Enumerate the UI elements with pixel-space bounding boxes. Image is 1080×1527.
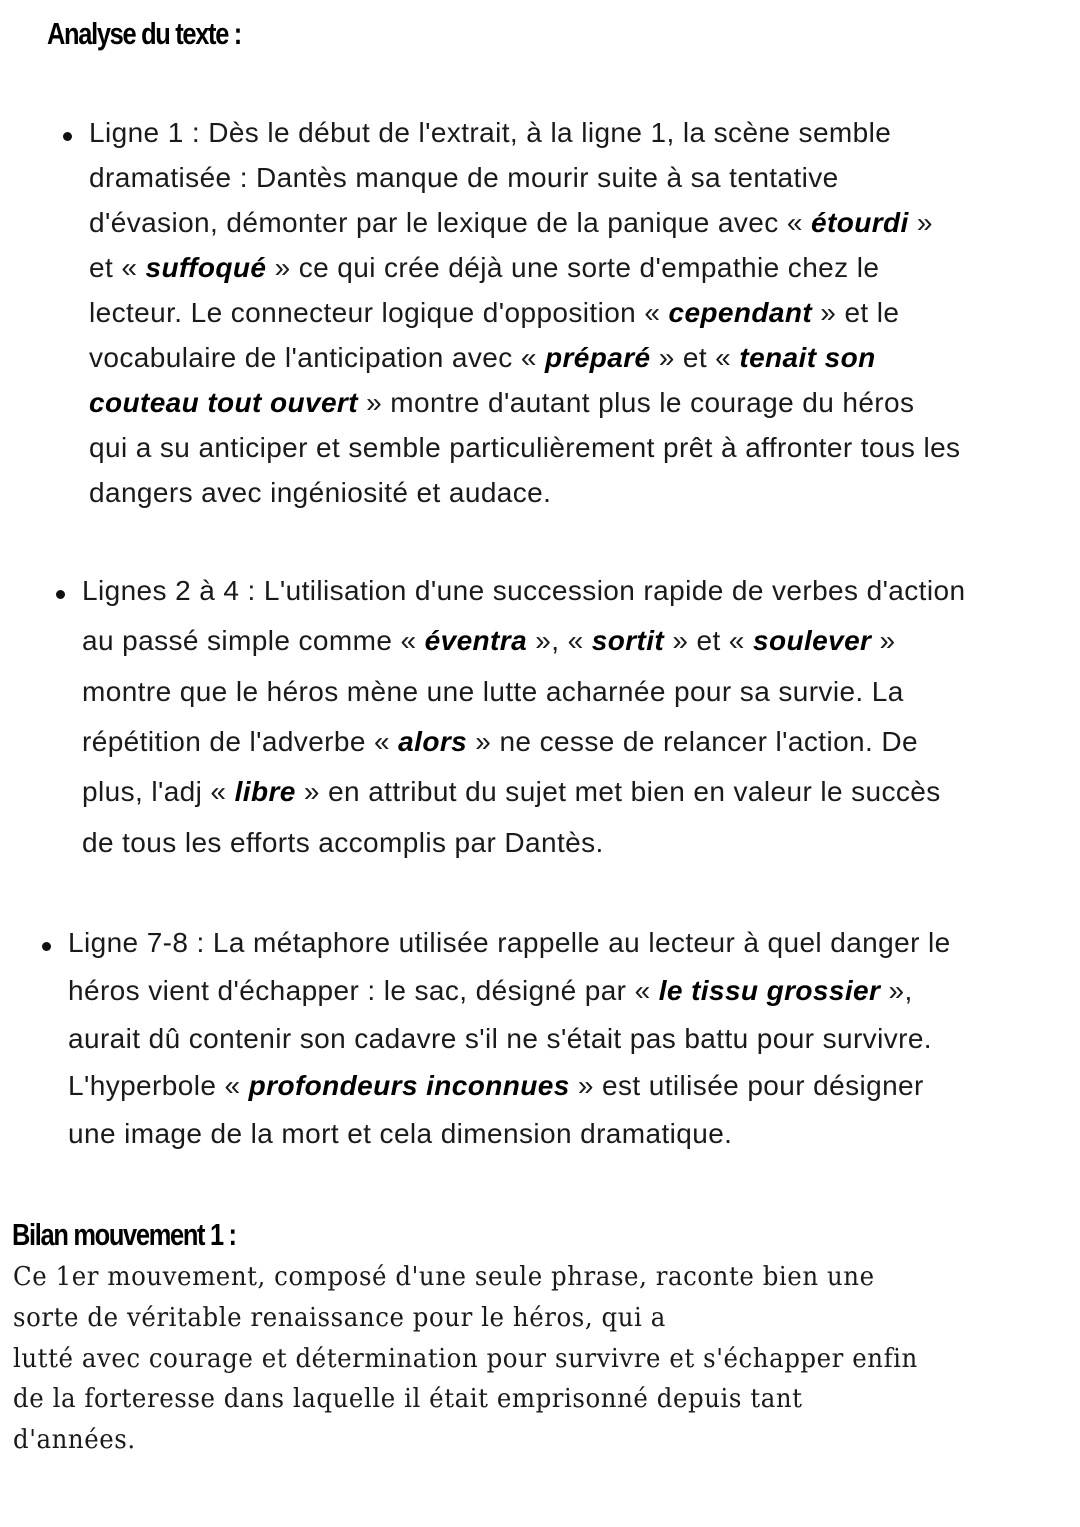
- text-segment: aurait dû contenir son cadavre s'il ne s'était pas battu pour survivre.: [68, 1022, 932, 1054]
- bullet-line: [82, 676, 904, 708]
- text-segment: héros vient d'échapper : le sac, désigné par «: [68, 974, 659, 1006]
- text-segment: une image de la mort et cela dimension dramatique.: [68, 1118, 733, 1150]
- summary-line: d'années.: [13, 1425, 136, 1455]
- bullet-line: [68, 975, 913, 1007]
- summary-heading: Bilan mouvement 1 :: [12, 1217, 236, 1252]
- text-segment: » et le: [812, 297, 900, 328]
- text-segment: » et «: [650, 342, 740, 373]
- text-segment: » ne cesse de relancer l'action. De: [467, 725, 918, 757]
- text-segment: » et «: [664, 625, 753, 657]
- bullet-item-ligne-1: [89, 117, 1079, 517]
- text-segment: et «: [89, 252, 146, 283]
- text-segment: dramatisée : Dantès manque de mourir suite à sa tentative: [89, 162, 839, 193]
- text-segment: au passé simple comme «: [82, 625, 425, 657]
- text-segment: »: [871, 625, 896, 657]
- quoted-term: étourdi: [811, 207, 909, 238]
- summary-line: lutté avec courage et détermination pour survivre et s'échapper enfin: [13, 1344, 918, 1374]
- summary-line: de la forteresse dans laquelle il était emprisonné depuis tant: [13, 1384, 803, 1414]
- bullet-line: [82, 726, 918, 758]
- bullet-dot-icon: [42, 942, 51, 951]
- text-segment: qui a su anticiper et semble particulièrement prêt à affronter tous les: [89, 432, 961, 463]
- summary-line: Ce 1er mouvement, composé d'une seule phrase, raconte bien une: [13, 1262, 875, 1292]
- quoted-term: suffoqué: [145, 252, 267, 283]
- text-segment: Ligne 1 : Dès le début de l'extrait, à la ligne 1, la scène semble: [89, 117, 892, 148]
- quoted-term: alors: [398, 725, 468, 757]
- quoted-term: éventra: [424, 625, 528, 657]
- text-segment: L'hyperbole «: [68, 1070, 249, 1102]
- bullet-line: [68, 1070, 924, 1102]
- bullet-line: [89, 207, 933, 239]
- bullet-item-ligne-7-8: [68, 927, 1080, 1167]
- bullet-line: [89, 432, 960, 464]
- bullet-line: [89, 252, 879, 284]
- bullet-line: [68, 927, 951, 959]
- text-segment: », «: [527, 625, 592, 657]
- quoted-term: profondeurs inconnues: [248, 1070, 570, 1102]
- text-segment: dangers avec ingéniosité et audace.: [89, 477, 552, 508]
- bullet-line: [82, 575, 965, 607]
- text-segment: » est utilisée pour désigner: [569, 1070, 924, 1102]
- text-segment: vocabulaire de l'anticipation avec «: [89, 342, 545, 373]
- text-segment: » ce qui crée déjà une sorte d'empathie chez le: [266, 252, 880, 283]
- text-segment: répétition de l'adverbe «: [82, 725, 399, 757]
- bullet-line: [82, 776, 941, 808]
- quoted-term: tenait son: [739, 342, 876, 373]
- quoted-term: préparé: [544, 342, 651, 373]
- bullet-line: [82, 625, 896, 657]
- quoted-term: le tissu grossier: [658, 974, 881, 1006]
- text-segment: plus, l'adj «: [82, 776, 235, 808]
- bullet-line: [68, 1118, 732, 1150]
- bullet-line: [89, 297, 899, 329]
- quoted-term: sortit: [591, 625, 665, 657]
- quoted-term: cependant: [668, 297, 813, 328]
- analysis-heading: Analyse du texte :: [47, 16, 241, 51]
- quoted-term: soulever: [752, 625, 872, 657]
- text-segment: montre que le héros mène une lutte acharnée pour sa survie. La: [82, 675, 904, 707]
- text-segment: Lignes 2 à 4 : L'utilisation d'une succession rapide de verbes d'action: [82, 575, 966, 606]
- bullet-line: [68, 1023, 932, 1055]
- bullet-line: [82, 827, 604, 859]
- text-segment: lecteur. Le connecteur logique d'opposition «: [89, 297, 669, 328]
- text-segment: de tous les efforts accomplis par Dantès.: [82, 826, 604, 858]
- text-segment: »,: [880, 974, 913, 1006]
- bullet-dot-icon: [56, 590, 65, 599]
- quoted-term: couteau tout ouvert: [89, 387, 358, 418]
- bullet-line: [89, 387, 914, 419]
- bullet-dot-icon: [63, 132, 72, 141]
- text-segment: » montre d'autant plus le courage du héros: [357, 387, 915, 418]
- text-segment: Ligne 7-8 : La métaphore utilisée rappelle au lecteur à quel danger le: [68, 927, 951, 958]
- text-segment: »: [908, 207, 933, 238]
- bullet-line: [89, 342, 876, 374]
- bullet-line: [89, 117, 891, 149]
- bullet-line: [89, 477, 551, 509]
- text-segment: » en attribut du sujet met bien en valeur le succès: [295, 776, 941, 808]
- quoted-term: libre: [234, 776, 296, 808]
- summary-line: sorte de véritable renaissance pour le héros, qui a: [13, 1303, 666, 1333]
- bullet-line: [89, 162, 839, 194]
- text-segment: d'évasion, démonter par le lexique de la panique avec «: [89, 207, 811, 238]
- bullet-item-lignes-2-4: [82, 575, 1080, 875]
